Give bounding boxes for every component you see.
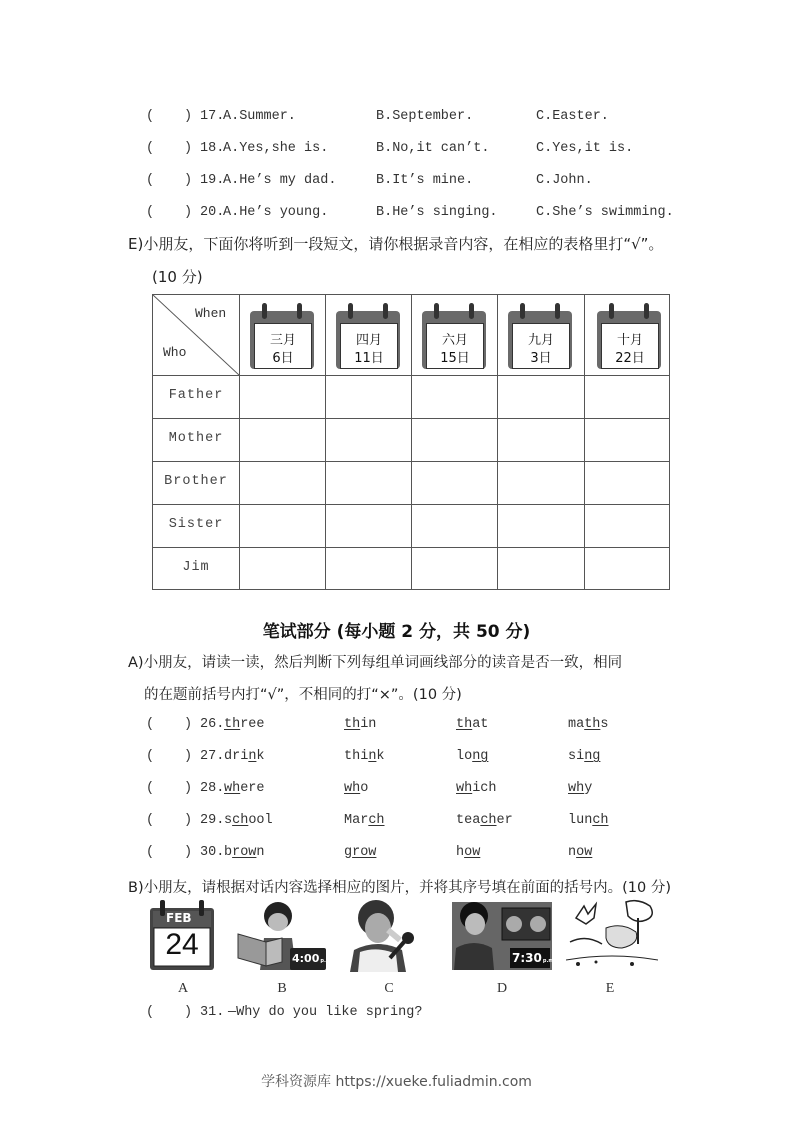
option-c: C.Easter. [536, 109, 609, 124]
calendar-day-label: 11日 [354, 351, 384, 366]
answer-paren-close[interactable]: ) [184, 845, 193, 860]
phonics-word: brown [224, 845, 265, 860]
answer-cell[interactable] [240, 505, 324, 546]
answer-paren-close[interactable]: ) [184, 781, 193, 796]
phonics-word: thin [344, 717, 377, 732]
calendar-day-label: 6日 [272, 351, 294, 366]
question-31-number: 31. [200, 1005, 225, 1020]
answer-paren-open[interactable]: ( [146, 173, 155, 188]
phonics-question [146, 779, 646, 799]
answer-cell[interactable] [240, 376, 324, 417]
schedule-table [152, 294, 670, 590]
answer-paren-open[interactable]: ( [146, 781, 155, 796]
answer-cell[interactable] [585, 419, 670, 460]
question-31-text: —Why do you like spring? [228, 1005, 423, 1020]
option-a: A.Yes,she is. [223, 141, 329, 156]
phonics-word: school [224, 813, 273, 828]
option-b: B.No,it can’t. [376, 141, 490, 156]
phonics-word: grow [344, 845, 377, 860]
phonics-word: sing [568, 749, 601, 764]
picture-d-radio [452, 898, 556, 972]
listening-question [146, 203, 676, 223]
phonics-word: think [344, 749, 385, 764]
answer-cell[interactable] [412, 548, 496, 590]
answer-cell[interactable] [326, 376, 410, 417]
phonics-word: three [224, 717, 265, 732]
option-a: A.He’s young. [223, 205, 329, 220]
answer-paren-close[interactable]: ) [184, 749, 193, 764]
clock-d-time: 7:30p.m. [512, 951, 556, 965]
calendar-day-label: 15日 [440, 351, 470, 366]
picture-letter-c: C [384, 981, 394, 996]
answer-cell[interactable] [498, 462, 583, 503]
answer-cell[interactable] [326, 505, 410, 546]
picture-letter-a: A [177, 981, 189, 996]
answer-cell[interactable] [326, 462, 410, 503]
calendar-day: 24 [165, 928, 199, 961]
answer-cell[interactable] [412, 462, 496, 503]
calendar-month-label: 九月 [527, 333, 554, 348]
answer-cell[interactable] [240, 548, 324, 590]
phonics-question [146, 843, 646, 863]
question-number: 20. [200, 205, 225, 220]
calendar-day-label: 3日 [530, 351, 552, 366]
option-c: C.John. [536, 173, 593, 188]
answer-paren-open[interactable]: ( [146, 813, 155, 828]
calendar-month-label: 十月 [616, 333, 643, 348]
answer-paren-open[interactable]: ( [146, 845, 155, 860]
picture-e-nature [566, 898, 658, 972]
phonics-question [146, 747, 646, 767]
phonics-word: maths [568, 717, 609, 732]
answer-cell[interactable] [240, 419, 324, 460]
phonics-word: who [344, 781, 369, 796]
date-calendar [332, 301, 404, 371]
section-a-instruction-line2: 的在题前括号内打“√”，不相同的打“×”。(10 分) [144, 687, 462, 703]
answer-paren-close[interactable]: ) [184, 141, 193, 156]
footer-source: 学科资源库 https://xueke.fuliadmin.com [261, 1074, 532, 1090]
row-label-jim: Jim [182, 560, 210, 575]
section-e-score: (10 分) [152, 268, 203, 286]
row-label-father: Father [168, 388, 224, 403]
picture-b-reading [236, 898, 333, 972]
answer-cell[interactable] [585, 462, 670, 503]
section-a-instruction-line1: A)小朋友，请读一读，然后判断下列每组单词画线部分的读音是否一致，相同 [128, 655, 623, 671]
picture-letter-d: D [496, 981, 508, 996]
calendar-day-label: 22日 [615, 351, 645, 366]
answer-cell[interactable] [412, 505, 496, 546]
phonics-word: why [568, 781, 593, 796]
written-part-title: 笔试部分 (每小题 2 分，共 50 分) [262, 622, 531, 642]
phonics-word: teacher [456, 813, 513, 828]
phonics-word: how [456, 845, 481, 860]
answer-paren-open[interactable]: ( [146, 749, 155, 764]
phonics-word: now [568, 845, 593, 860]
header-who: Who [163, 345, 187, 360]
answer-paren-open[interactable]: ( [146, 717, 155, 732]
row-label-brother: Brother [164, 474, 228, 489]
date-calendar [418, 301, 490, 371]
question-number: 26. [200, 717, 225, 732]
answer-cell[interactable] [326, 548, 410, 590]
question-31: ( ) 31. —Why do you like spring? [146, 1003, 546, 1023]
answer-paren-close[interactable]: ) [184, 717, 193, 732]
answer-cell[interactable] [412, 376, 496, 417]
option-c: C.She’s swimming. [536, 205, 674, 220]
listening-question [146, 107, 676, 127]
phonics-word: which [456, 781, 497, 796]
header-when: When [195, 306, 227, 321]
phonics-word: drink [224, 749, 265, 764]
section-b-instruction: B)小朋友，请根据对话内容选择相应的图片，并将其序号填在前面的括号内。(10 分) [128, 880, 671, 896]
answer-paren-close[interactable]: ) [184, 205, 193, 220]
phonics-question [146, 715, 646, 735]
answer-cell[interactable] [498, 548, 583, 590]
option-c: C.Yes,it is. [536, 141, 634, 156]
question-number: 17. [200, 109, 225, 124]
listening-question [146, 171, 676, 191]
answer-paren-open[interactable]: ( [146, 141, 155, 156]
listening-question [146, 139, 676, 159]
calendar-month-label: 三月 [269, 333, 296, 348]
clock-b-time: 4:00p.m. [292, 952, 333, 965]
section-e-instruction: E)小朋友，下面你将听到一段短文，请你根据录音内容，在相应的表格里打“√”。 [128, 235, 664, 253]
answer-cell[interactable] [498, 419, 583, 460]
phonics-word: lunch [568, 813, 609, 828]
answer-cell[interactable] [498, 505, 583, 546]
calendar-month: FEB [166, 911, 192, 925]
question-number: 30. [200, 845, 225, 860]
question-number: 18. [200, 141, 225, 156]
question-number: 27. [200, 749, 225, 764]
picture-c-singing [342, 898, 434, 972]
picture-letter-e: E [605, 981, 615, 996]
answer-paren-open[interactable]: ( [146, 205, 155, 220]
question-number: 29. [200, 813, 225, 828]
picture-a-calendar [148, 898, 216, 972]
row-label-sister: Sister [168, 517, 224, 532]
answer-paren-close[interactable]: ) [184, 109, 193, 124]
option-b: B.He’s singing. [376, 205, 498, 220]
answer-paren-open[interactable]: ( [146, 109, 155, 124]
answer-cell[interactable] [412, 419, 496, 460]
answer-cell[interactable] [585, 548, 670, 590]
answer-cell[interactable] [498, 376, 583, 417]
answer-cell[interactable] [240, 462, 324, 503]
answer-paren-close[interactable]: ) [184, 813, 193, 828]
row-label-mother: Mother [168, 431, 224, 446]
phonics-word: March [344, 813, 385, 828]
option-b: B.It’s mine. [376, 173, 474, 188]
answer-cell[interactable] [585, 376, 670, 417]
answer-paren-close[interactable]: ) [184, 173, 193, 188]
answer-cell[interactable] [326, 419, 410, 460]
calendar-month-label: 四月 [355, 333, 382, 348]
question-number: 28. [200, 781, 225, 796]
phonics-word: that [456, 717, 489, 732]
option-b: B.September. [376, 109, 474, 124]
picture-letter-b: B [277, 981, 287, 996]
phonics-question [146, 811, 646, 831]
date-calendar [246, 301, 318, 371]
phonics-word: where [224, 781, 265, 796]
question-number: 19. [200, 173, 225, 188]
option-a: A.Summer. [223, 109, 296, 124]
date-calendar [504, 301, 576, 371]
option-a: A.He’s my dad. [223, 173, 337, 188]
date-calendar [593, 301, 665, 371]
calendar-month-label: 六月 [441, 333, 468, 348]
answer-cell[interactable] [585, 505, 670, 546]
phonics-word: long [456, 749, 489, 764]
